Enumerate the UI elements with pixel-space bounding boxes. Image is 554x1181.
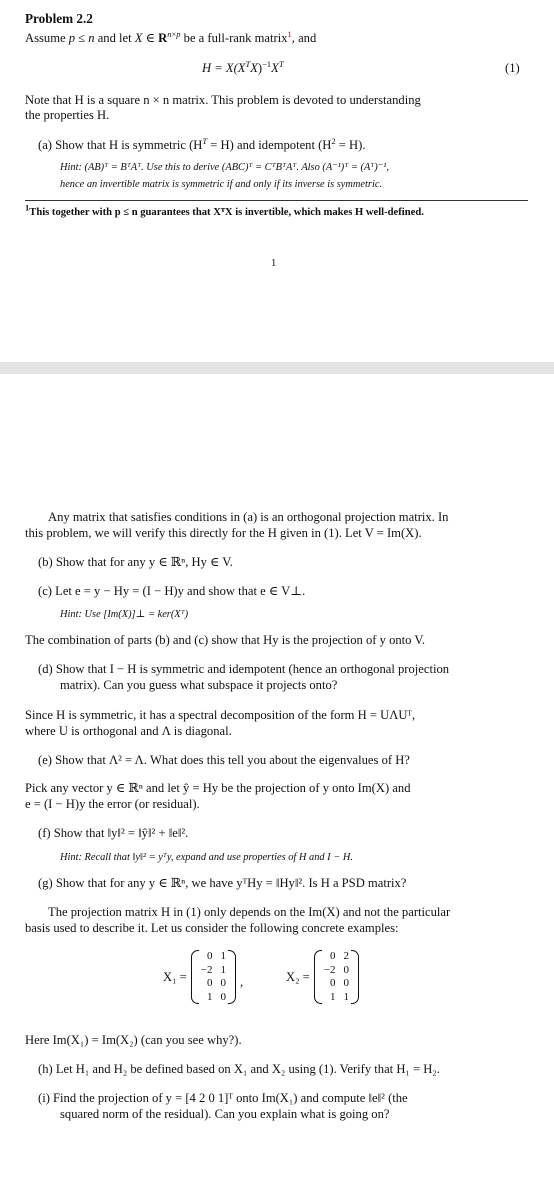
matrix-separator: , bbox=[239, 974, 244, 989]
part-a: (a) Show that H is symmetric $(H^T = H)$ and idempotent $(H^2 = H)$. bbox=[38, 135, 366, 152]
part-b: (b) Show that for any y ∈ ℝⁿ, Hy ∈ V. bbox=[38, 555, 233, 569]
matrix-x2-row bbox=[320, 964, 353, 978]
page-1 bbox=[0, 0, 554, 362]
matrix-x1-row bbox=[197, 950, 230, 964]
matrix-x2-cell: 0 bbox=[343, 963, 349, 976]
hint-c: Hint: Use [Im(X)]⊥ = ker(Xᵀ) bbox=[60, 609, 189, 620]
matrix-x1-cell: −2 bbox=[200, 963, 213, 976]
matrix-x1-row bbox=[197, 964, 230, 978]
hint-a-line-1: Hint: (AB)ᵀ = BᵀAᵀ. Use this to derive (ABC)ᵀ = CᵀBᵀAᵀ. Also (A⁻¹)ᵀ = (Aᵀ)⁻¹, bbox=[60, 162, 389, 173]
combination-text: The combination of parts (b) and (c) show that Hy is the projection of y onto V. bbox=[25, 633, 426, 647]
part-i-line-2: squared norm of the residual). Can you explain what is going on? bbox=[60, 1107, 390, 1121]
matrix-x1-body bbox=[191, 950, 236, 1004]
matrix-x1-cell: 0 bbox=[220, 990, 226, 1003]
part-d-line-2: matrix). Can you guess what subspace it projects onto? bbox=[60, 678, 338, 692]
intro-line: Assume p ≤ n and let X ∈ $R^{n\times p}$ be a full-rank matrix$^1$, and bbox=[25, 28, 317, 45]
matrix-x1-row bbox=[197, 977, 230, 991]
matrix-x2-cell: 0 bbox=[329, 977, 336, 989]
matrix-x1 bbox=[163, 950, 243, 1004]
pick-line-2: e = (I − H)y the error (or residual). bbox=[25, 797, 200, 811]
matrix-x2-cell: 0 bbox=[343, 977, 349, 989]
intro-para-line-2: this problem, we will verify this directly for the H given in (1). Let V = Im(X). bbox=[25, 526, 422, 540]
matrix-x2-row bbox=[320, 977, 353, 991]
part-h: (h) Let H₁ and H₂ be defined based on X₁ and X₂ using (1). Verify that H₁ = H₂. bbox=[38, 1062, 440, 1076]
matrix-x1-cell: 0 bbox=[206, 977, 213, 989]
matrix-x1-cell: 1 bbox=[206, 990, 213, 1003]
matrix-x2-cell: 1 bbox=[343, 990, 349, 1003]
part-g: (g) Show that for any y ∈ ℝⁿ, we have yᵀHy = ‖Hy‖². Is H a PSD matrix? bbox=[38, 876, 407, 890]
matrix-x1-cell: 1 bbox=[220, 950, 226, 962]
here-text: Here Im(X₁) = Im(X₂) (can you see why?). bbox=[25, 1033, 242, 1047]
matrix-x1-cell: 0 bbox=[220, 977, 226, 989]
part-d-line-1: (d) Show that I − H is symmetric and idempotent (hence an orthogonal projection bbox=[38, 662, 450, 676]
since-line-1: Since H is symmetric, it has a spectral decomposition of the form H = UΛUᵀ, bbox=[25, 708, 416, 722]
matrix-x1-row bbox=[197, 991, 230, 1005]
equation-1: $H = X(X^TX)^{-1}X^T$ bbox=[202, 58, 284, 75]
page-separator bbox=[0, 362, 554, 374]
part-f: (f) Show that ‖y‖² = ‖ŷ‖² + ‖e‖². bbox=[38, 826, 189, 840]
part-i-line-1: (i) Find the projection of y = [4 2 0 1]ᵀ onto Im(X₁) and compute ‖e‖² (the bbox=[38, 1091, 408, 1105]
part-e: (e) Show that Λ² = Λ. What does this tell you about the eigenvalues of H? bbox=[38, 753, 410, 767]
footnote: $^1$This together with p ≤ n guarantees that XᵀX is invertible, which makes H well-defined. bbox=[25, 202, 424, 218]
matrix-x2-cell: 0 bbox=[329, 950, 336, 962]
problem-heading: Problem 2.2 bbox=[25, 11, 93, 26]
note-line-2: the properties H. bbox=[25, 108, 110, 122]
matrix-x1-cell: 0 bbox=[206, 950, 213, 962]
hint-f: Hint: Recall that ‖y‖² = yᵀy, expand and use properties of H and I − H. bbox=[60, 852, 353, 863]
pick-line-1: Pick any vector y ∈ ℝⁿ and let ŷ = Hy be the projection of y onto Im(X) and bbox=[25, 781, 411, 795]
matrix-x2-label: X₂ = bbox=[286, 969, 310, 984]
matrix-x2-row bbox=[320, 991, 353, 1005]
intro-para-line-1: Any matrix that satisfies conditions in (a) is an orthogonal projection matrix. In bbox=[48, 510, 449, 524]
hint-a-line-2: hence an invertible matrix is symmetric if and only if its inverse is symmetric. bbox=[60, 179, 383, 190]
matrix-x1-cell: 1 bbox=[220, 963, 226, 976]
page-number: 1 bbox=[271, 258, 277, 269]
page-2 bbox=[0, 374, 554, 1181]
note-line-1: Note that H is a square n × n matrix. This problem is devoted to understanding bbox=[25, 93, 421, 107]
matrix-x2-cell: 2 bbox=[343, 950, 349, 962]
projection-line-2: basis used to describe it. Let us consider the following concrete examples: bbox=[25, 921, 399, 935]
matrix-x2-row bbox=[320, 950, 353, 964]
matrix-x1-label: X₁ = bbox=[163, 969, 187, 984]
part-c: (c) Let e = y − Hy = (I − H)y and show that e ∈ V⊥. bbox=[38, 584, 306, 598]
projection-line-1: The projection matrix H in (1) only depends on the Im(X) and not the particular bbox=[48, 905, 451, 919]
matrix-x2 bbox=[286, 950, 359, 1004]
since-line-2: where U is orthogonal and Λ is diagonal. bbox=[25, 724, 232, 738]
footnote-divider bbox=[25, 200, 528, 201]
footnote-marker[interactable]: 1 bbox=[287, 28, 292, 39]
matrix-x2-body bbox=[314, 950, 359, 1004]
matrix-x2-cell: −2 bbox=[323, 963, 336, 976]
matrix-x2-cell: 1 bbox=[329, 990, 336, 1003]
equation-number: (1) bbox=[505, 61, 520, 75]
